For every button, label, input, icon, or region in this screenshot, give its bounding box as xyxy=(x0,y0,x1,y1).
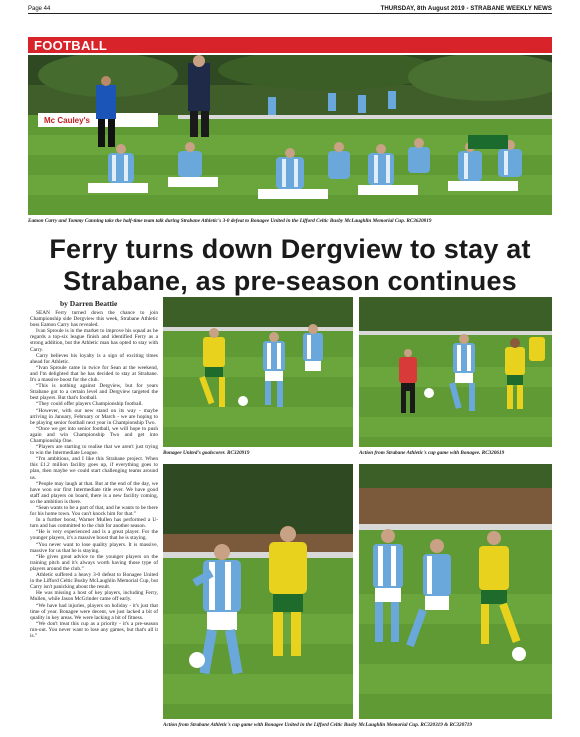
goalscorer-photo xyxy=(163,297,353,447)
article-paragraph: “He is very experienced and is a great player. For the younger players, it's a massive boost that he is staying. xyxy=(30,529,158,542)
article-body xyxy=(30,310,158,728)
section-banner xyxy=(28,37,552,53)
page-header xyxy=(28,4,552,16)
section-label: FOOTBALL xyxy=(34,38,108,53)
advert-banner-text: Mc Cauley's xyxy=(44,116,90,125)
top-team-talk-photo xyxy=(28,55,552,215)
bottom-action-photo-left xyxy=(163,464,353,719)
article-paragraph: Carry believes his loyalty is a sign of exciting times ahead for Athletic. xyxy=(30,352,158,365)
bottom-photos-caption: Action from Strabane Athletic's cup game with Bonagee United in the Lifford Celtic Busby McLaughlin Memorial Cup. RC320319 & RC320719 xyxy=(163,722,472,728)
dateline: THURSDAY, 8th August 2019 - STRABANE WEEKLY NEWS xyxy=(380,6,552,12)
article-paragraph: “Ivan Sproule came in twice for Sean at the weekend, and I'm delighted that he has decided to stay at Strabane. It's a massive boost for the club. xyxy=(30,364,158,384)
article-paragraph: “I'm ambitious, and I like this Strabane project. When this £1.2 million facility goes up, if everything goes to plan, then maybe we could start challenging teams around us. xyxy=(30,456,158,481)
article-headline: Ferry turns down Dergview to stay at Strabane, as pre-season continues xyxy=(49,234,531,296)
article-paragraph: “We don't treat this cup as a priority - it's a pre-season run-out. You never want to lose any games, but that's all it is.” xyxy=(30,620,158,639)
article-paragraph: He was missing a host of key players, including Ferry, Mullen, while Jason McGrinder came off early. xyxy=(30,590,158,603)
header-rule xyxy=(28,13,552,14)
article-paragraph: “However, with our new stand on its way - maybe arriving in January, February or March - we are hoping to be playing senior football next year in Championship Two. xyxy=(30,407,158,426)
article-paragraph: Athletic suffered a heavy 3-0 defeat to Bonagee United in the Lifford Celtic Busby McLaughlin Memorial Cup, but Carry isn't panicking about the result. xyxy=(30,572,158,591)
goalscorer-caption: Bonagee United's goalscorer. RC320919 xyxy=(163,450,250,456)
article-paragraph: “They could offer players Championship football. xyxy=(36,401,143,408)
article-paragraph: SEAN Ferry turned down the chance to join Championship side Dergview this week, Strabane Athletic boss Eamon Carry has revealed. xyxy=(30,310,158,329)
article-paragraph: “He gives great advice to the younger players on the training pitch and it's always worth having those type of players around the club.” xyxy=(30,553,158,572)
cup-action-photo xyxy=(359,297,552,447)
article-paragraph: “Once we get into senior football, we will hope to push again and win Championship Two and get into Championship One. xyxy=(30,425,158,444)
top-photo-caption: Eamon Carry and Tommy Canning take the half-time team talk during Strabane Athletic's 3-0 defeat to Bonagee United in the Lifford Celtic Busby McLaughlin Memorial Cup. RC3620819 xyxy=(28,218,432,224)
article-paragraph: “You never want to lose quality players. It is massive, massive for us that he is staying. xyxy=(30,541,158,554)
cup-action-caption: Action from Strabane Athletic's cup game with Bonagee. RC320619 xyxy=(359,450,505,456)
byline: by Darren Beattie xyxy=(60,299,118,308)
article-paragraph: “This is nothing against Dergview, but for years Strabane got to a certain level and Dergview targeted the best players. But that's football. xyxy=(30,383,158,402)
page-number: Page 44 xyxy=(28,6,51,12)
article-paragraph: “We have had injuries, players on holiday - it's just that time of year. Bonagee were decent, we just lacked a bit of quality in key areas. We were lacking a bit of fitness. xyxy=(30,602,158,621)
article-paragraph: Ivan Sproule is in the market to improve his squad as he regards a top-six league finish and identified Ferry as a strong addition, but the Athletic man has opted to stay with Carry. xyxy=(30,328,158,353)
bottom-action-photo-right xyxy=(359,464,552,719)
article-paragraph: In a further boost, Warner Mullen has performed a U-turn and has committed to the club for another season. xyxy=(30,517,158,530)
article-paragraph: “People may laugh at that. But at the end of the day, we have won our first Intermediate title ever. We have good staff and players on board, there is a new facility coming, so the ambition is there. xyxy=(30,480,158,505)
article-paragraph: “Players are starting to realise that we aren't just trying to win the Intermediate League. xyxy=(30,444,158,457)
article-paragraph: “Sean wants to be a part of that, and he wants to be there for his home town. You can't knock him for that.” xyxy=(30,505,158,518)
